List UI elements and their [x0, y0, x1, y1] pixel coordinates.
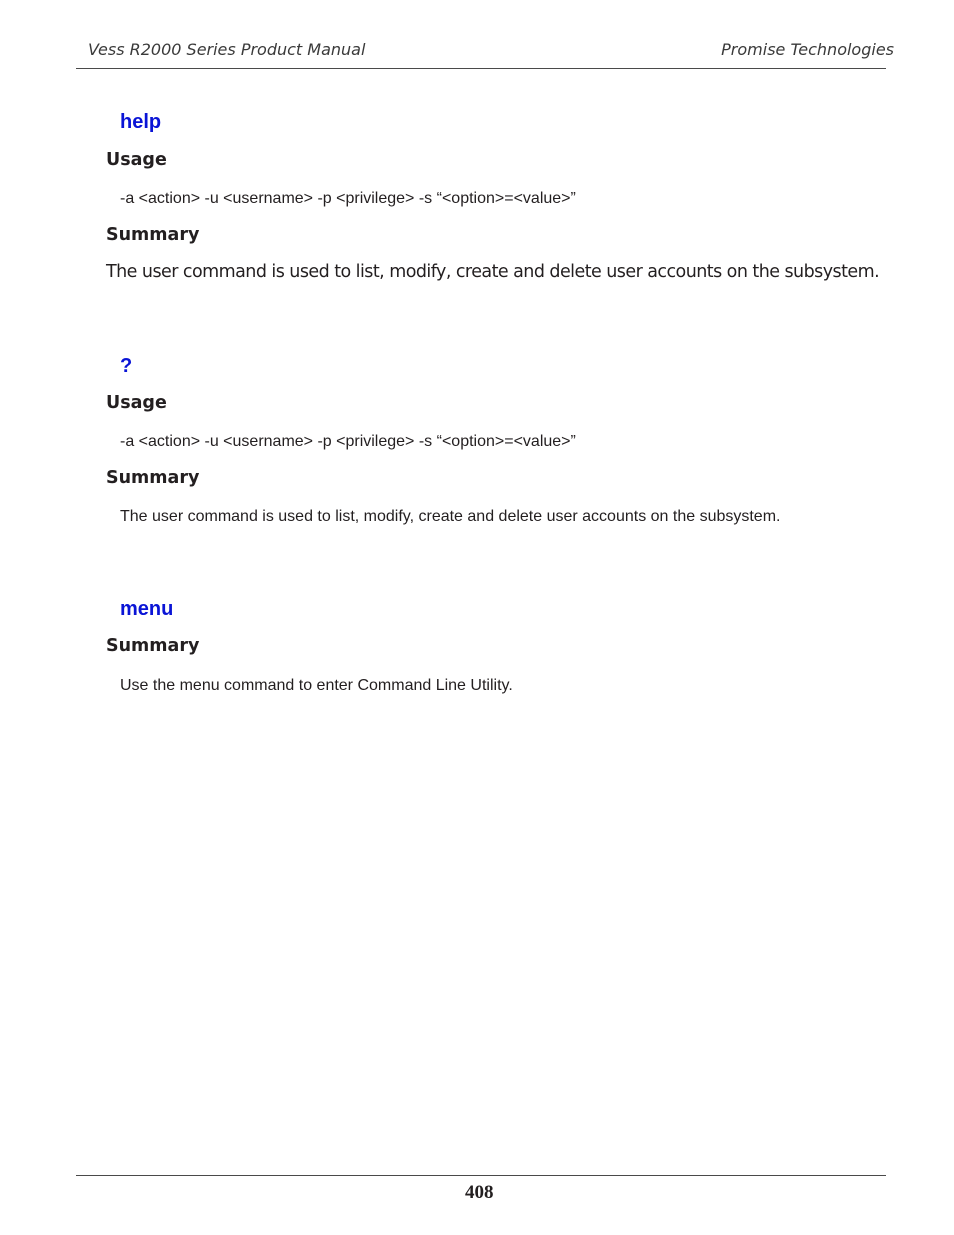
usage-syntax: -a <action> -u <username> -p <privilege> -s “<option>=<value>” — [120, 190, 576, 207]
header-rule — [76, 68, 886, 69]
page-number: 408 — [465, 1182, 494, 1203]
command-heading-menu: menu — [120, 598, 174, 620]
footer-rule — [76, 1175, 886, 1176]
command-heading-help: help — [120, 111, 162, 133]
header-company-name: Promise Technologies — [721, 40, 894, 59]
usage-heading: Usage — [106, 393, 167, 413]
summary-text: Use the menu command to enter Command Line Utility. — [120, 677, 513, 694]
usage-syntax: -a <action> -u <username> -p <privilege> -s “<option>=<value>” — [120, 433, 576, 450]
summary-text: The user command is used to list, modify, create and delete user accounts on the subsystem. — [106, 262, 880, 282]
header-manual-title: Vess R2000 Series Product Manual — [88, 40, 366, 59]
command-heading-question-mark: ? — [120, 355, 133, 377]
summary-heading: Summary — [106, 468, 200, 488]
summary-text: The user command is used to list, modify, create and delete user accounts on the subsystem. — [120, 508, 781, 525]
usage-heading: Usage — [106, 150, 167, 170]
summary-heading: Summary — [106, 636, 200, 656]
summary-heading: Summary — [106, 225, 200, 245]
